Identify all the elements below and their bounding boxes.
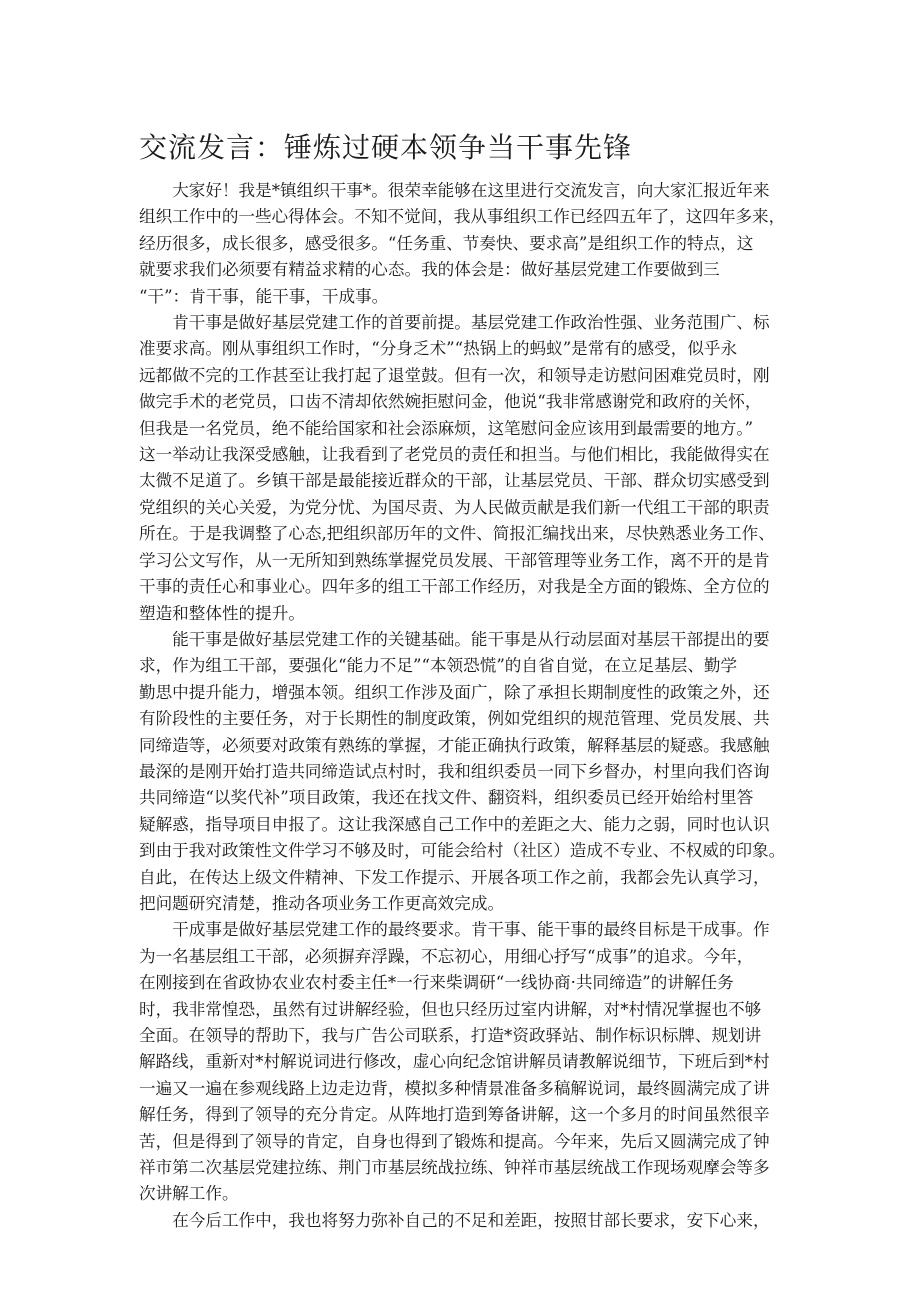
paragraph-line: 就要求我们必须要有精益求精的心态。我的体会是：做好基层党建工作要做到三 — [139, 260, 720, 280]
paragraph-line: 自此，在传达上级文件精神、下发工作提示、开展各项工作之前，我都会先认真学习， — [139, 867, 770, 887]
paragraph-line: 远都做不完的工作甚至让我打起了退堂鼓。但有一次，和领导走访慰问困难党员时，刚 — [139, 365, 770, 385]
paragraph-line: 解任务，得到了领导的充分肯定。从阵地打造到筹备讲解，这一个多月的时间虽然很辛 — [139, 1105, 770, 1125]
paragraph-line: 党组织的关心关爱，为党分忧、为国尽责、为人民做贡献是我们新一代组工干部的职责 — [139, 497, 770, 517]
paragraph-line: 为一名基层组工干部，必须摒弃浮躁，不忘初心，用细心抒写“成事”的追求。今年， — [139, 946, 754, 966]
paragraph-line: 一遍又一遍在参观线路上边走边背，模拟多种情景准备多稿解说词，最终圆满完成了讲 — [139, 1078, 770, 1098]
paragraph-line: 祥市第二次基层党建拉练、荆门市基层统战拉练、钟祥市基层统战工作现场观摩会等多 — [139, 1158, 770, 1178]
paragraph-line: 苦，但是得到了领导的肯定，自身也得到了锻炼和提高。今年来，先后又圆满完成了钟 — [139, 1131, 770, 1151]
paragraph — [139, 627, 785, 917]
document-title: 交流发言：锤炼过硬本领争当干事先锋 — [139, 131, 633, 164]
paragraph-line: 干事的责任心和事业心。四年多的组工干部工作经历，对我是全方面的锻炼、全方位的 — [139, 577, 770, 597]
paragraph-line: 在今后工作中，我也将努力弥补自己的不足和差距，按照甘部长要求，安下心来， — [172, 1210, 770, 1230]
paragraph-line: 经历很多，成长很多，感受很多。“任务重、节奏快、要求高”是组织工作的特点，这 — [139, 233, 754, 253]
paragraph-line: 这一举动让我深受感触，让我看到了老党员的责任和担当。与他们相比，我能做得实在 — [139, 445, 770, 465]
paragraph — [139, 310, 785, 627]
paragraph-line: 组织工作中的一些心得体会。不知不觉间，我从事组织工作已经四五年了，这四年多来， — [139, 207, 786, 227]
paragraph-line: 同缔造等，必须要对政策有熟练的掌握，才能正确执行政策，解释基层的疑惑。我感触 — [139, 735, 770, 755]
paragraph-line: 肯干事是做好基层党建工作的首要前提。基层党建工作政治性强、业务范围广、标 — [172, 313, 770, 333]
paragraph-line: 但我是一名党员，绝不能给国家和社会添麻烦，这笔慰问金应该用到最需要的地方。” — [139, 418, 754, 438]
paragraph-line: 太微不足道了。乡镇干部是最能接近群众的干部，让基层党员、干部、群众切实感受到 — [139, 471, 770, 491]
paragraph-line: 到由于我对政策性文件学习不够及时，可能会给村（社区）造成不专业、不权威的印象。 — [139, 841, 786, 861]
paragraph-line: 做完手术的老党员，口齿不清却依然婉拒慰问金，他说“我非常感谢党和政府的关怀， — [139, 392, 762, 412]
paragraph — [139, 917, 785, 1207]
paragraph-line: 时，我非常惶恐，虽然有过讲解经验，但也只经历过室内讲解，对*村情况掌握也不够 — [139, 999, 762, 1019]
paragraph-line: 学习公文写作，从一无所知到熟练掌握党员发展、干部管理等业务工作，离不开的是肯 — [139, 550, 770, 570]
paragraph-line: 大家好！我是*镇组织干事*。很荣幸能够在这里进行交流发言，向大家汇报近年来 — [172, 181, 770, 200]
paragraph-line: 干成事是做好基层党建工作的最终要求。肯干事、能干事的最终目标是干成事。作 — [172, 920, 770, 940]
paragraph-line: 求，作为组工干部，要强化“能力不足”“本领恐慌”的自省自觉，在立足基层、勤学 — [139, 656, 738, 676]
paragraph-line: 在刚接到在省政协农业农村委主任*一行来柴调研“一线协商·共同缔造”的讲解任务 — [139, 973, 734, 993]
document-body — [139, 178, 785, 1234]
paragraph — [139, 178, 785, 310]
paragraph-line: 次讲解工作。 — [139, 1184, 239, 1204]
paragraph-line: 所在。于是我调整了心态,把组织部历年的文件、简报汇编找出来，尽快熟悉业务工作、 — [139, 524, 775, 544]
paragraph-line: 共同缔造“以奖代补”项目政策，我还在找文件、翻资料，组织委员已经开始给村里答 — [139, 788, 754, 808]
paragraph-line: 有阶段性的主要任务，对于长期性的制度政策，例如党组织的规范管理、党员发展、共 — [139, 709, 770, 729]
paragraph-line: 能干事是做好基层党建工作的关键基础。能干事是从行动层面对基层干部提出的要 — [172, 629, 770, 649]
paragraph-line: 全面。在领导的帮助下，我与广告公司联系，打造*资政驿站、制作标识标牌、规划讲 — [139, 1026, 762, 1045]
paragraph-line: 解路线，重新对*村解说词进行修改，虚心向纪念馆讲解员请教解说细节，下班后到*村 — [139, 1052, 770, 1072]
paragraph-line: 把问题研究清楚，推动各项业务工作更高效完成。 — [139, 893, 505, 913]
paragraph-line: 准要求高。刚从事组织工作时，“分身乏术”“热锅上的蚂蚁”是常有的感受，似乎永 — [139, 339, 738, 359]
paragraph-line: “干”：肯干事，能干事，干成事。 — [139, 286, 389, 306]
paragraph-line: 疑解惑，指导项目申报了。这让我深感自己工作中的差距之大、能力之弱，同时也认识 — [139, 814, 770, 834]
paragraph-line: 塑造和整体性的提升。 — [139, 603, 305, 623]
paragraph-line: 最深的是刚开始打造共同缔造试点村时，我和组织委员一同下乡督办，村里向我们咨询 — [139, 761, 770, 781]
paragraph-line: 勤思中提升能力，增强本领。组织工作涉及面广，除了承担长期制度性的政策之外，还 — [139, 682, 770, 702]
paragraph — [139, 1208, 785, 1234]
